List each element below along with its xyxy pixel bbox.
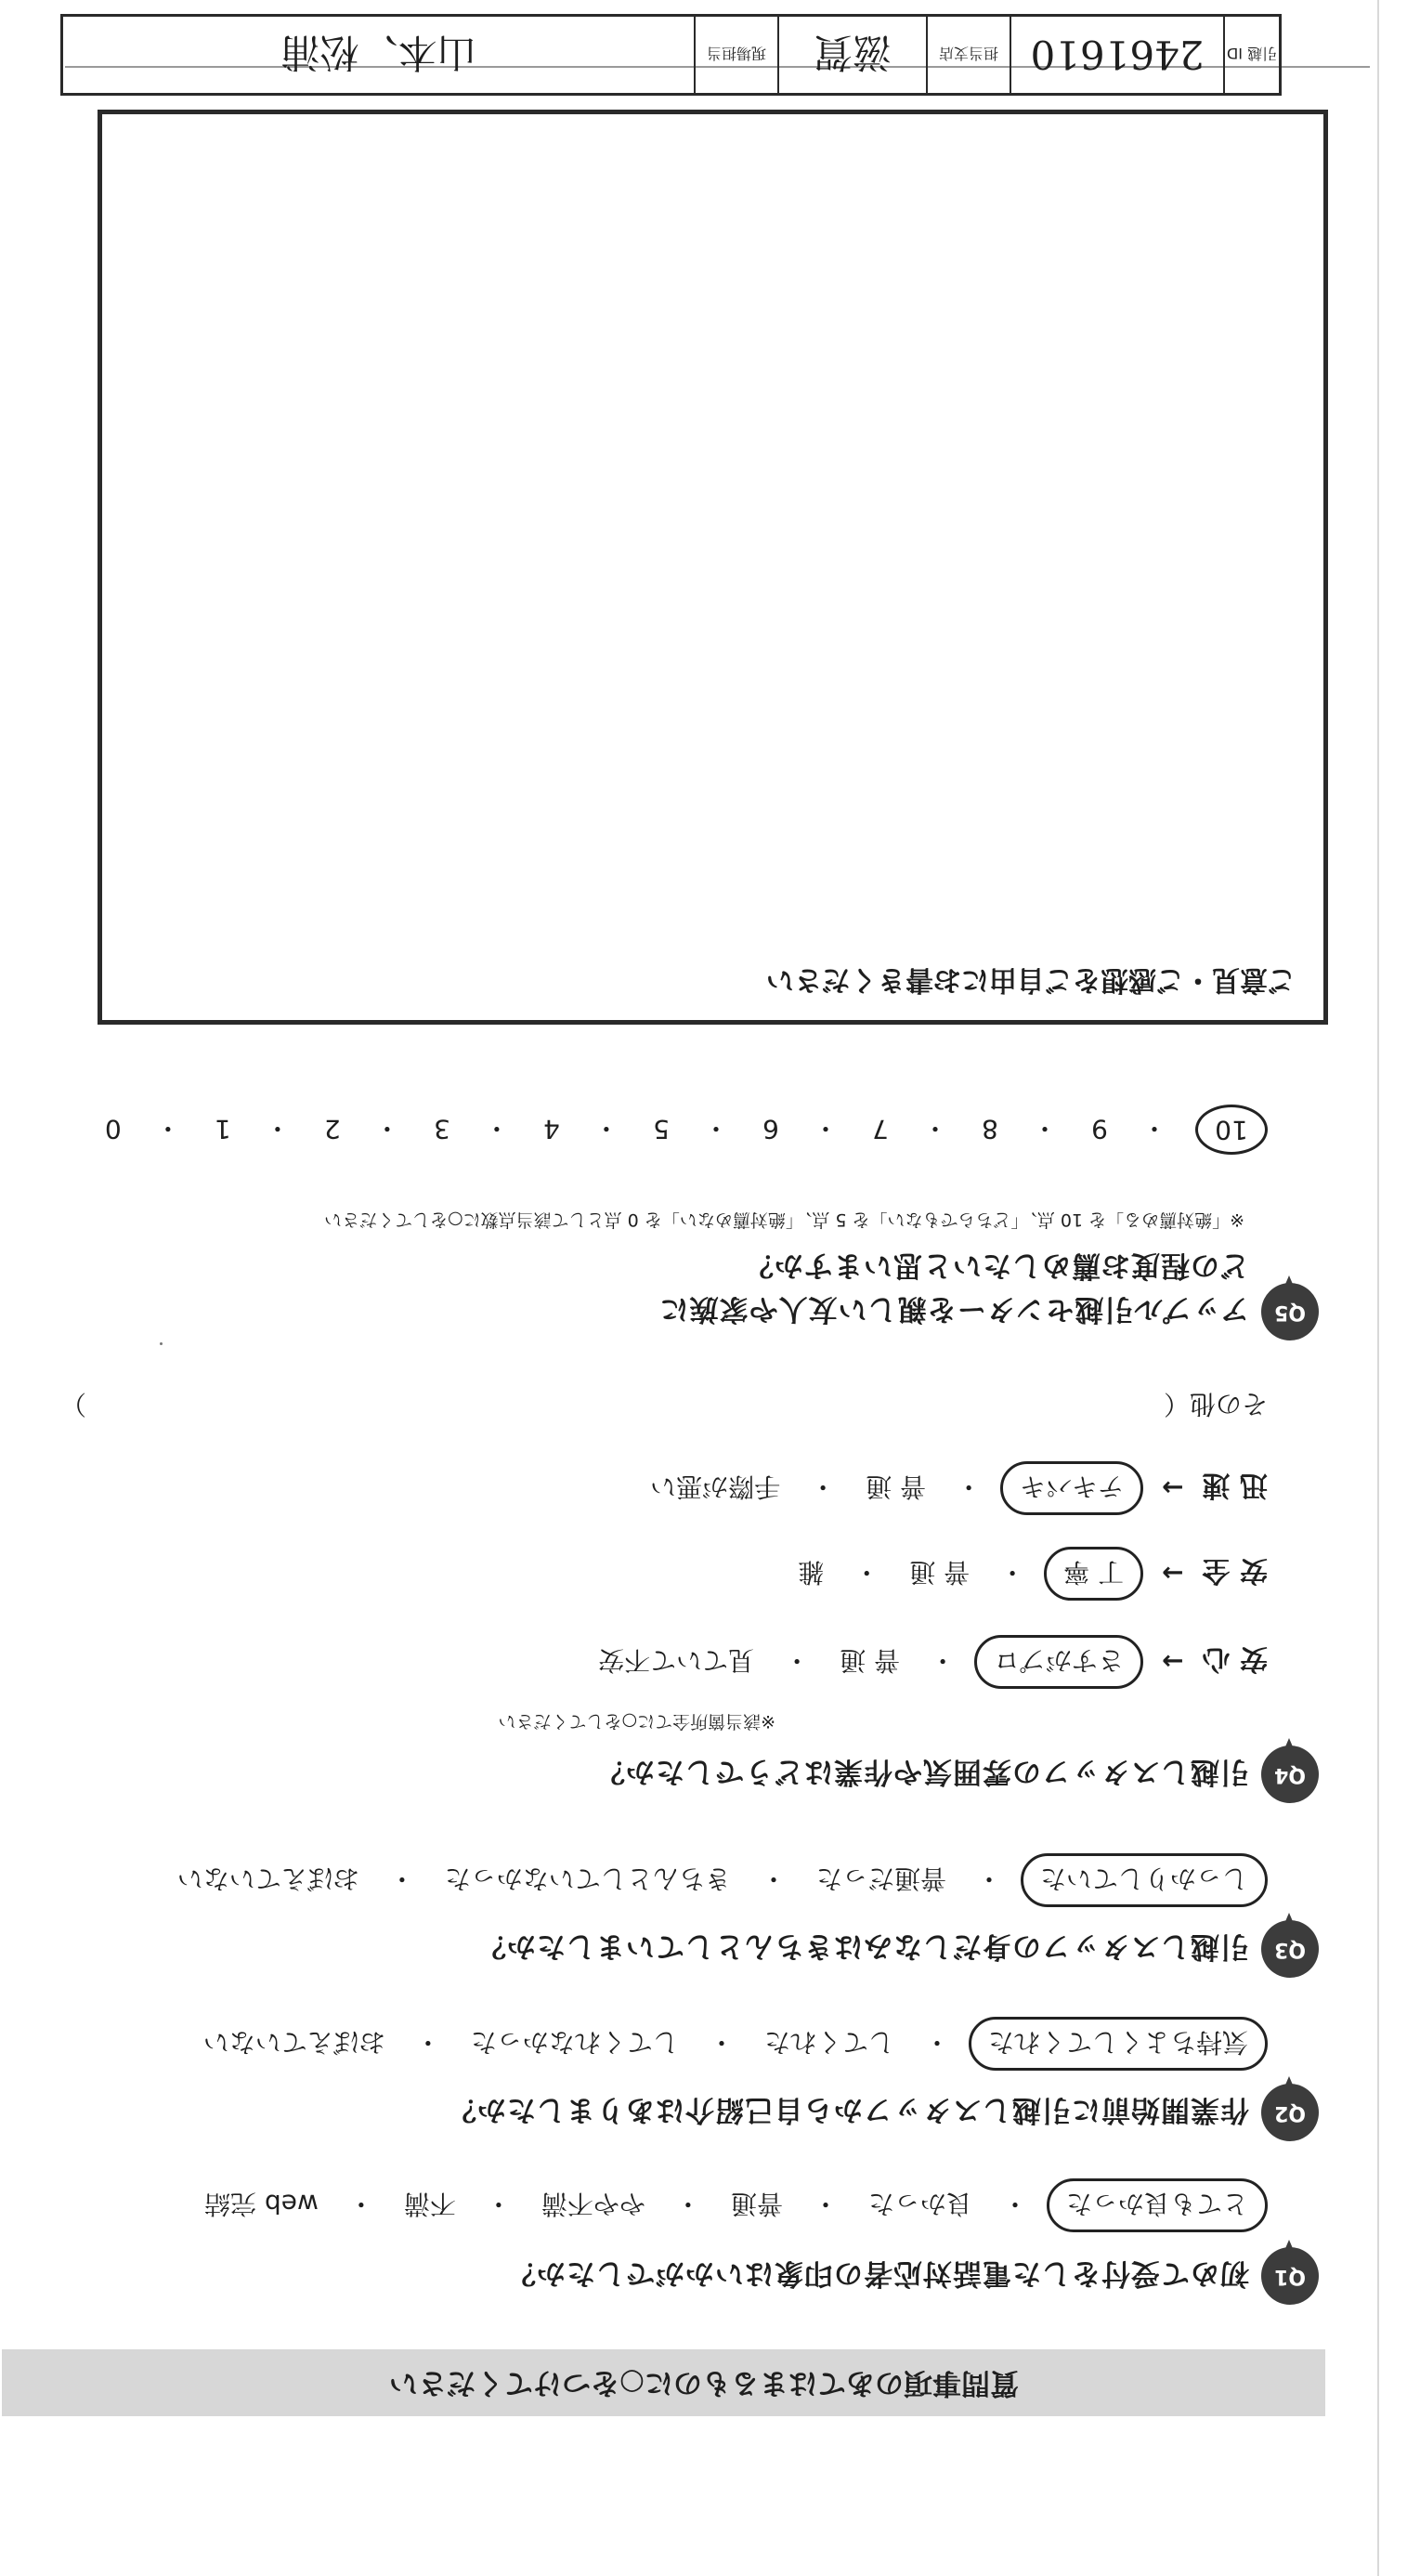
q4-other xyxy=(60,1387,1268,1424)
q3-option-3[interactable]: きちんとしていなかった xyxy=(444,1863,731,1894)
q4-text: 引越しスタッフの雰囲気や作業はどうでしたか？ xyxy=(595,1755,1249,1788)
q1-option-2[interactable]: 良かった xyxy=(867,2189,972,2219)
q5-text-line1: アップル引越センターを親しい友人や家族に xyxy=(658,1292,1249,1326)
q4-row-anzen: 安 全 → 丁 寧 ・ 普 通 ・ 雑 xyxy=(787,1547,1268,1601)
q4-badge: Q4 xyxy=(1261,1746,1319,1803)
q4-anzen-option-1[interactable]: 丁 寧 xyxy=(1044,1547,1143,1601)
arrow-icon: → xyxy=(1162,1558,1184,1589)
q4-row-jinsoku-label: 迅 速 xyxy=(1202,1469,1268,1501)
q4-anzen-option-2[interactable]: 普 通 xyxy=(909,1557,971,1588)
q2-text: 作業開始前に引越しスタッフから自己紹介はありましたか？ xyxy=(447,2093,1249,2126)
q4-anshin-option-1[interactable]: さすがプロ xyxy=(974,1635,1143,1689)
scale-9[interactable]: 9 xyxy=(1091,1114,1108,1145)
q2-option-4[interactable]: おぼえていない xyxy=(202,2027,385,2058)
q3-option-4[interactable]: おぼえていない xyxy=(176,1863,359,1894)
q2-option-3[interactable]: してくれなかった xyxy=(470,2027,679,2058)
q1-option-5[interactable]: 不満 xyxy=(403,2189,456,2219)
q4-note: ※該当箇所全てに○をしてください xyxy=(498,1711,775,1732)
branch-value: 滋賀 xyxy=(777,17,926,93)
q3-option-2[interactable]: 普通だった xyxy=(815,1863,946,1894)
q4-anshin-option-2[interactable]: 普 通 xyxy=(840,1645,901,1676)
q2-option-2[interactable]: してくれた xyxy=(763,2027,894,2058)
q4-other-close: ） xyxy=(60,1389,87,1419)
comment-box[interactable] xyxy=(98,110,1328,1025)
arrow-icon: → xyxy=(1162,1646,1184,1678)
q2-option-1[interactable]: 気持ちよくしてくれた xyxy=(969,2017,1268,2071)
q4-row-anshin: 安 心 → さすがプロ ・ 普 通 ・ 見ていて不安 xyxy=(587,1635,1268,1689)
comment-label: ご意見・ご感想をご自由にお書きください xyxy=(766,963,1296,996)
q3-text: 引越しスタッフの身だしなみはきちんとしていましたか？ xyxy=(476,1929,1249,1963)
q2-options: 気持ちよくしてくれた ・ してくれた ・ してくれなかった ・ おぼえていない xyxy=(192,2017,1268,2071)
q4-anshin-option-3[interactable]: 見ていて不安 xyxy=(598,1645,755,1676)
scale-8[interactable]: 8 xyxy=(982,1114,998,1145)
arrow-icon: → xyxy=(1162,1472,1184,1504)
q2-badge: Q2 xyxy=(1261,2084,1319,2141)
id-table xyxy=(60,14,1282,96)
q1-text: 初めて受付をした電話対応者の印象はいかがでしたか？ xyxy=(506,2256,1249,2290)
q4-jinsoku-option-1[interactable]: テキパキ xyxy=(1000,1461,1143,1515)
q1-badge: Q1 xyxy=(1261,2247,1319,2305)
scale-0[interactable]: 0 xyxy=(104,1114,122,1145)
q4-row-jinsoku: 迅 速 → テキパキ ・ 普 通 ・ 手際が悪い xyxy=(639,1461,1268,1515)
leader-value: 山本、松浦 xyxy=(280,30,476,75)
scale-1[interactable]: 1 xyxy=(214,1114,231,1145)
scale-4[interactable]: 4 xyxy=(543,1114,560,1145)
q5-badge: Q5 xyxy=(1261,1283,1319,1340)
branch-header: 担当支店 xyxy=(926,17,1010,93)
q4-jinsoku-option-2[interactable]: 普 通 xyxy=(866,1471,927,1502)
q1-option-3[interactable]: 普通 xyxy=(730,2189,783,2219)
q4-row-anzen-label: 安 全 xyxy=(1202,1554,1268,1587)
q1-option-6[interactable]: web 完結 xyxy=(204,2189,319,2219)
scale-10[interactable]: 10 xyxy=(1195,1105,1268,1155)
scale-2[interactable]: 2 xyxy=(323,1114,341,1145)
q4-jinsoku-option-3[interactable]: 手際が悪い xyxy=(650,1471,781,1502)
id-header: 引越 ID xyxy=(1223,17,1279,93)
scale-5[interactable]: 5 xyxy=(653,1114,670,1145)
q4-anzen-option-3[interactable]: 雑 xyxy=(798,1557,825,1588)
q3-badge: Q3 xyxy=(1261,1920,1319,1978)
q1-options: とても良かった ・ 良かった ・ 普通 ・ やや不満 ・ 不満 ・ web 完結 xyxy=(193,2178,1268,2232)
scale-3[interactable]: 3 xyxy=(433,1114,450,1145)
scale-7[interactable]: 7 xyxy=(872,1114,889,1145)
instruction-banner: 質問事項のあてはまるものに○をつけてください xyxy=(2,2349,1325,2416)
q3-options: しっかりしていた ・ 普通だった ・ きちんとしていなかった ・ おぼえていない xyxy=(166,1853,1268,1907)
leader-header: 現場担当 xyxy=(694,17,777,93)
q3-option-1[interactable]: しっかりしていた xyxy=(1021,1853,1268,1907)
q5-note: ※「絶対薦める」を 10 点、「どちらでもない」を 5 点、「絶対薦めない」を 0 点として該当点数に○をしてください xyxy=(324,1210,1244,1230)
q1-option-4[interactable]: やや不満 xyxy=(541,2189,645,2219)
id-value: 2461610 xyxy=(1010,17,1223,93)
scan-speck xyxy=(160,1342,163,1345)
page-edge xyxy=(1377,0,1407,2576)
scale-6[interactable]: 6 xyxy=(762,1114,779,1145)
q1-option-1[interactable]: とても良かった xyxy=(1047,2178,1268,2232)
q4-row-anshin-label: 安 心 xyxy=(1202,1642,1268,1675)
q5-scale: 10 ・ 9 ・ 8 ・ 7 ・ 6 ・ 5 ・ 4 ・ 3 ・ 2 ・ 1 ・ 0 xyxy=(99,1105,1268,1155)
q5-text-line2: どの程度お薦めしたいと思いますか？ xyxy=(744,1249,1249,1282)
q4-other-label: その他（ xyxy=(1163,1389,1268,1419)
